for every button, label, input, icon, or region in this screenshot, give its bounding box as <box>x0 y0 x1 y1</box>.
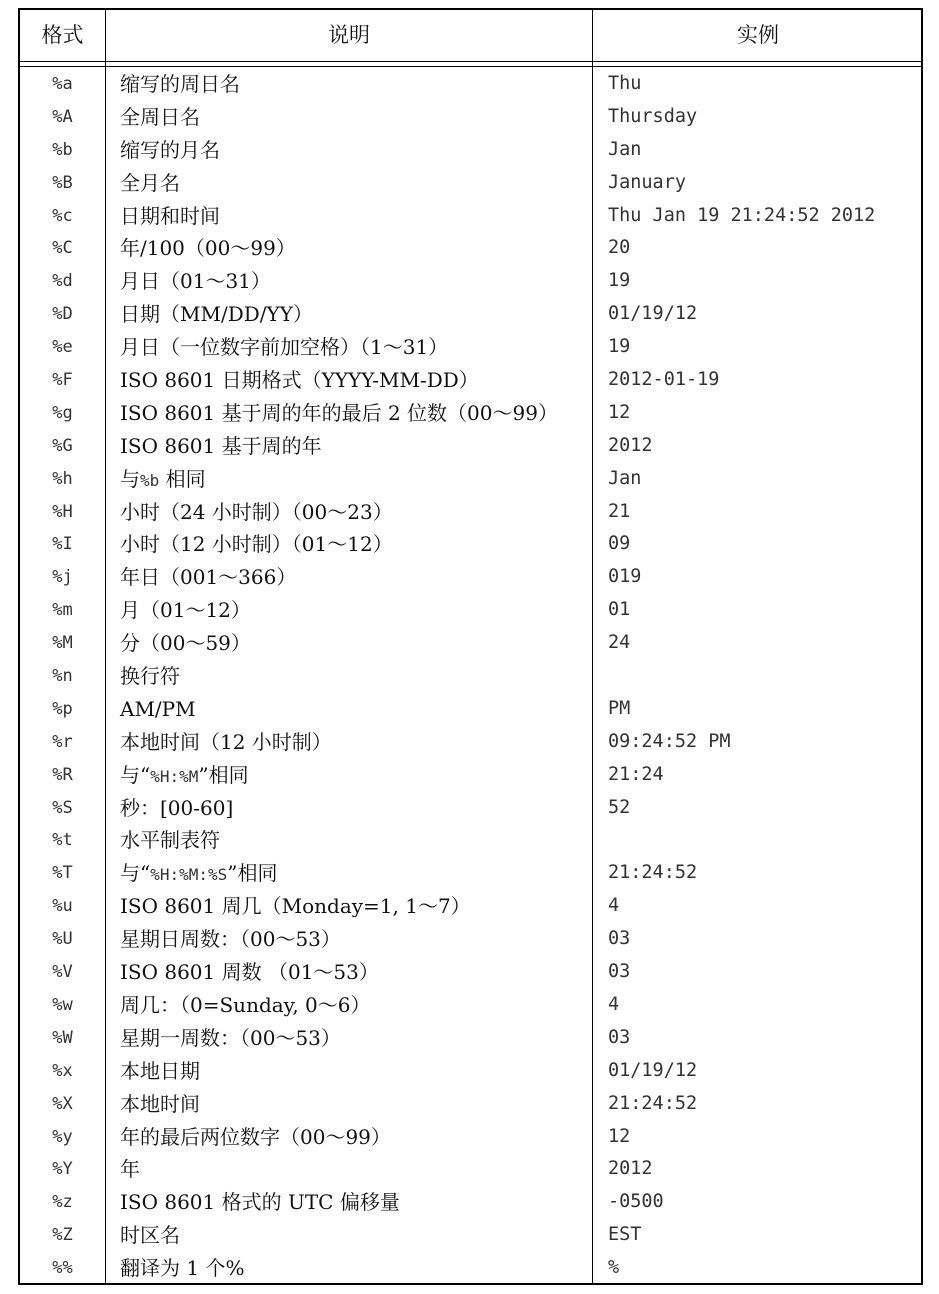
format-specifier: %g <box>52 402 73 423</box>
strftime-format-table <box>18 8 923 1285</box>
format-description: 日期（MM/DD/YY） <box>120 302 313 327</box>
format-specifier: %U <box>52 929 73 950</box>
format-example: 2012-01-19 <box>608 369 720 391</box>
format-specifier: %F <box>52 370 73 391</box>
format-example: 20 <box>608 237 631 259</box>
format-description: 星期一周数：（00～53） <box>120 1025 341 1050</box>
format-specifier: %j <box>52 567 73 588</box>
table-row <box>20 956 921 989</box>
format-example: Thu Jan 19 21:24:52 2012 <box>608 204 876 226</box>
format-example: January <box>608 171 686 193</box>
format-example: 19 <box>608 336 631 358</box>
table-row <box>20 627 921 660</box>
table-row <box>20 1219 921 1252</box>
format-example: -0500 <box>608 1191 664 1213</box>
format-specifier: %n <box>52 666 73 687</box>
format-specifier: %w <box>52 994 73 1015</box>
format-example: Thursday <box>608 105 698 127</box>
format-description <box>120 759 590 792</box>
format-example: Jan <box>608 467 642 489</box>
format-specifier: %V <box>52 962 73 983</box>
format-example: 03 <box>608 961 631 983</box>
format-example: 12 <box>608 1125 631 1147</box>
format-specifier: %c <box>52 205 73 226</box>
table-row <box>20 726 921 759</box>
table-row <box>20 134 921 167</box>
format-description: 本地时间（12 小时制） <box>120 729 332 754</box>
format-description: 换行符 <box>120 664 180 689</box>
format-example: 01/19/12 <box>608 303 698 325</box>
format-description: ISO 8601 周数 （01～53） <box>120 960 379 985</box>
format-specifier: %C <box>52 238 73 259</box>
format-specifier: %Y <box>52 1159 73 1180</box>
format-description: 年/100（00～99） <box>120 236 296 261</box>
format-example: 09 <box>608 533 631 555</box>
format-description: ISO 8601 日期格式（YYYY-MM-DD） <box>120 368 479 393</box>
format-description: 月（01～12） <box>120 598 251 623</box>
format-specifier: %W <box>52 1027 73 1048</box>
format-specifier: %G <box>52 435 73 456</box>
format-specifier: %B <box>52 172 73 193</box>
header-rule <box>20 66 921 67</box>
header-example: 实例 <box>737 23 779 47</box>
format-example: 21:24 <box>608 763 664 785</box>
format-example: 19 <box>608 270 631 292</box>
format-example: 01/19/12 <box>608 1059 698 1081</box>
header-rule <box>20 61 921 62</box>
table-row <box>20 1088 921 1121</box>
table-row <box>20 496 921 529</box>
table-row <box>20 397 921 430</box>
format-specifier: %D <box>52 304 73 325</box>
format-example: Thu <box>608 73 642 94</box>
table-row <box>20 1121 921 1154</box>
format-example: 4 <box>608 993 620 1015</box>
table-row <box>20 1252 921 1285</box>
format-specifier: %y <box>52 1126 73 1147</box>
table-row <box>20 528 921 561</box>
format-description: 月日（一位数字前加空格）（1～31） <box>120 335 449 360</box>
format-description: 年的最后两位数字（00～99） <box>120 1124 391 1149</box>
table-row <box>20 594 921 627</box>
table-row <box>20 364 921 397</box>
format-description: 星期日周数：（00～53） <box>120 927 341 952</box>
format-specifier: %R <box>52 764 73 785</box>
format-example: 019 <box>608 566 642 588</box>
format-description: ISO 8601 基于周的年的最后 2 位数（00～99） <box>120 400 558 425</box>
header-description: 说明 <box>328 23 370 47</box>
format-specifier: %% <box>52 1258 73 1279</box>
format-example: 2012 <box>608 434 653 456</box>
format-example: 21 <box>608 500 631 522</box>
format-description: 缩写的周日名 <box>120 72 240 96</box>
format-example: 2012 <box>608 1158 653 1180</box>
header-format: 格式 <box>41 23 84 47</box>
description-code: %H:%M <box>150 766 199 786</box>
format-description: 年日（001～366） <box>120 565 297 590</box>
format-description: AM/PM <box>120 696 196 721</box>
format-example <box>608 660 920 693</box>
table-row <box>20 200 921 233</box>
description-text: ”相同 <box>227 861 278 886</box>
format-description <box>120 463 590 496</box>
table-row <box>20 463 921 496</box>
format-description <box>120 857 590 890</box>
format-specifier: %Z <box>52 1225 73 1246</box>
table-row <box>20 430 921 463</box>
table-row <box>20 1022 921 1055</box>
format-example: 03 <box>608 928 631 950</box>
format-example: 09:24:52 PM <box>608 730 731 752</box>
table-row <box>20 232 921 265</box>
format-example: EST <box>608 1224 642 1246</box>
format-description: 小时（24 小时制）（00～23） <box>120 499 393 524</box>
description-code: %b <box>140 470 160 490</box>
format-specifier: %t <box>52 830 73 851</box>
table-row <box>20 857 921 890</box>
format-description: 月日（01～31） <box>120 269 271 294</box>
format-description: ISO 8601 基于周的年 <box>120 433 322 458</box>
format-specifier: %u <box>52 896 73 917</box>
table-row <box>20 265 921 298</box>
format-specifier: %m <box>52 600 73 621</box>
format-example: 03 <box>608 1026 631 1048</box>
format-specifier: %I <box>52 534 73 555</box>
description-text: ”相同 <box>198 762 249 787</box>
format-description: 水平制表符 <box>120 828 220 853</box>
table-row <box>20 167 921 200</box>
format-example: 21:24:52 <box>608 1092 698 1114</box>
description-code: %H:%M:%S <box>150 865 228 885</box>
table-row <box>20 989 921 1022</box>
table-row <box>20 923 921 956</box>
format-example: 21:24:52 <box>608 862 698 884</box>
format-example: 01 <box>608 599 631 621</box>
format-specifier: %d <box>52 271 73 292</box>
table-row <box>20 1153 921 1186</box>
format-example: 4 <box>608 895 620 917</box>
format-description: 年 <box>120 1157 140 1182</box>
format-specifier: %z <box>52 1192 73 1213</box>
format-description: 日期和时间 <box>120 203 220 228</box>
format-description: ISO 8601 周几（Monday=1, 1～7） <box>120 894 471 919</box>
format-example: Jan <box>608 138 642 160</box>
format-specifier: %p <box>52 698 73 719</box>
format-description: 秒：[00-60] <box>120 795 234 820</box>
table-row <box>20 298 921 331</box>
format-specifier: %r <box>52 731 73 752</box>
format-specifier: %X <box>52 1093 73 1114</box>
format-example <box>608 824 920 857</box>
format-description: 全周日名 <box>120 104 200 129</box>
table-row <box>20 792 921 825</box>
table-row <box>20 331 921 364</box>
table-row <box>20 890 921 923</box>
format-description: 翻译为 1 个% <box>120 1256 245 1281</box>
format-description: 时区名 <box>120 1223 180 1248</box>
format-specifier: %H <box>52 501 73 522</box>
format-specifier: %S <box>52 797 73 818</box>
format-example: % <box>608 1257 620 1279</box>
table-body <box>20 68 921 1285</box>
table-row <box>20 68 921 101</box>
table-row <box>20 561 921 594</box>
format-specifier: %a <box>52 74 73 94</box>
table-row <box>20 1055 921 1088</box>
format-description: 周几：（0=Sunday, 0～6） <box>120 992 371 1017</box>
format-description: ISO 8601 格式的 UTC 偏移量 <box>120 1190 400 1215</box>
format-specifier: %e <box>52 337 73 358</box>
format-example: 12 <box>608 401 631 423</box>
table-row <box>20 824 921 857</box>
description-text: 相同 <box>159 466 206 491</box>
format-specifier: %b <box>52 139 73 160</box>
format-description: 全月名 <box>120 170 180 195</box>
table-row <box>20 101 921 134</box>
table-row <box>20 1186 921 1219</box>
description-text: 与“ <box>120 861 151 886</box>
format-description: 本地时间 <box>120 1091 200 1116</box>
table-row <box>20 660 921 693</box>
format-specifier: %M <box>52 633 73 654</box>
format-example: 52 <box>608 796 631 818</box>
format-example: PM <box>608 697 631 719</box>
format-description: 分（00～59） <box>120 631 251 656</box>
description-text: 与 <box>120 466 140 491</box>
format-specifier: %A <box>52 106 73 127</box>
table-row <box>20 759 921 792</box>
format-example: 24 <box>608 632 631 654</box>
description-text: 与“ <box>120 762 151 787</box>
format-specifier: %x <box>52 1060 73 1081</box>
format-specifier: %T <box>52 863 73 884</box>
table-row <box>20 693 921 726</box>
format-description: 本地日期 <box>120 1058 200 1083</box>
format-description: 小时（12 小时制）（01～12） <box>120 532 393 557</box>
format-specifier: %h <box>52 468 73 489</box>
format-description: 缩写的月名 <box>120 137 220 162</box>
